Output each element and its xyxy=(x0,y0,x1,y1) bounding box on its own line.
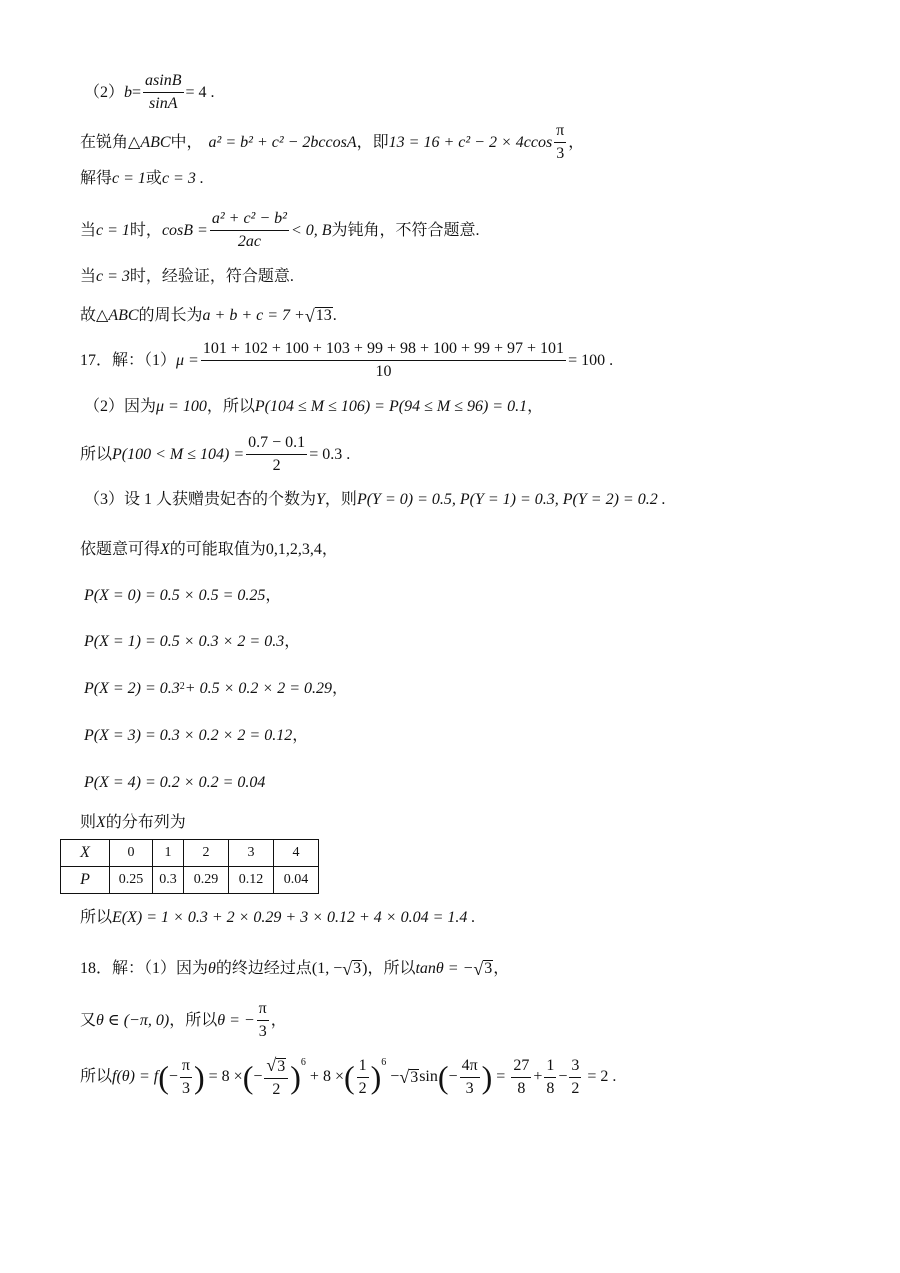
radicand: 3 xyxy=(277,1057,286,1075)
minus: − xyxy=(448,1068,458,1086)
table-cell: 0.12 xyxy=(229,867,274,894)
equation: c = 3 . xyxy=(161,170,204,187)
radicand: 3 xyxy=(410,1068,419,1086)
equation: θ = − xyxy=(217,1011,255,1029)
equation: μ = 100 xyxy=(156,398,207,415)
fraction-denominator: 8 xyxy=(517,1079,526,1097)
equation: P(X = 3) = 0.3 × 0.2 × 2 = 0.12 xyxy=(84,727,293,744)
line-case-c1 xyxy=(80,210,480,252)
line-case-c3 xyxy=(80,269,294,285)
point: ) xyxy=(362,960,368,977)
line-17-2b xyxy=(80,434,350,476)
fraction-denominator: 2ac xyxy=(237,233,261,251)
plus: + xyxy=(533,1068,543,1086)
line-expectation xyxy=(80,910,475,926)
line-dist-label xyxy=(80,815,186,831)
table-header-cell: X xyxy=(61,840,110,867)
table-header-cell: 4 xyxy=(274,840,319,867)
punct: ， xyxy=(527,398,544,415)
sqrt xyxy=(473,960,493,978)
sin: sin xyxy=(419,1068,438,1086)
minus: − xyxy=(390,1068,400,1086)
fraction xyxy=(257,1000,269,1042)
punct: ， xyxy=(284,633,301,650)
text: ，即 xyxy=(356,133,389,151)
equation: = 8 × xyxy=(208,1068,243,1086)
radicand: 3 xyxy=(353,960,362,978)
text: 时， xyxy=(129,221,162,239)
equation: 0,1,2,3,4 xyxy=(265,541,322,558)
table-header-cell: 2 xyxy=(184,840,229,867)
equation: a² = b² + c² − 2bccosA xyxy=(208,133,357,151)
triangle-name: ABC xyxy=(140,133,171,151)
table-header-cell: 0 xyxy=(110,840,153,867)
line-17-values xyxy=(80,542,338,558)
text: 所以 xyxy=(80,909,113,926)
text: 所以 xyxy=(80,445,113,463)
var: X xyxy=(96,814,106,831)
radical-icon: √ xyxy=(266,1055,277,1075)
text: 依题意可得 xyxy=(80,541,161,558)
equation: μ = xyxy=(176,351,199,369)
text: ，所以 xyxy=(206,398,255,415)
text: 18．解：（1）因为 xyxy=(80,960,209,977)
equation: E(X) = 1 × 0.3 + 2 × 0.29 + 3 × 0.12 + 4 × 0.04 = 1.4 . xyxy=(112,909,476,926)
table-header-cell: 3 xyxy=(229,840,274,867)
minus: − xyxy=(253,1068,263,1086)
fraction-numerator: 4π xyxy=(460,1057,480,1078)
equation: + 8 × xyxy=(309,1068,344,1086)
text: 当 xyxy=(80,221,97,239)
equals: = xyxy=(132,83,142,101)
table-cell: 0.29 xyxy=(184,867,229,894)
text: 中， xyxy=(170,133,203,151)
fraction-numerator: asinB xyxy=(143,72,183,93)
fraction-denominator: 3 xyxy=(556,145,565,163)
radical-icon: √ xyxy=(342,959,353,979)
equation: 13 = 16 + c² − 2 × 4ccos xyxy=(388,133,553,151)
line-cosine-law xyxy=(80,122,584,164)
var: θ xyxy=(208,960,216,977)
minus: − xyxy=(558,1068,568,1086)
fraction-denominator: 3 xyxy=(258,1023,267,1041)
line-perimeter xyxy=(80,307,337,325)
fraction-numerator: π xyxy=(554,122,566,143)
sqrt xyxy=(305,307,333,325)
equation: θ ∈ (−π, 0) xyxy=(96,1011,170,1029)
line-18-theta xyxy=(80,1000,287,1042)
sqrt xyxy=(342,960,362,978)
punct: ， xyxy=(331,680,348,697)
fraction-denominator: sinA xyxy=(149,95,178,113)
result: = 0.3 . xyxy=(309,445,351,463)
line-18-f xyxy=(80,1055,616,1100)
text: 时，经验证，符合题意. xyxy=(129,268,294,285)
fraction-denominator: 2 xyxy=(358,1079,367,1097)
equals: = xyxy=(496,1068,506,1086)
sqrt xyxy=(266,1055,286,1076)
result: = 2 . xyxy=(587,1068,617,1086)
table-cell: 0.25 xyxy=(110,867,153,894)
line-px2 xyxy=(84,681,348,697)
fraction-numerator: 3 xyxy=(569,1057,581,1078)
table-header-cell: 1 xyxy=(153,840,184,867)
radicand: 3 xyxy=(484,960,493,978)
sqrt xyxy=(399,1068,419,1086)
paren: ( xyxy=(437,1058,449,1095)
fraction-denominator: 2 xyxy=(571,1079,580,1097)
var-b: b xyxy=(124,83,133,101)
punct: ， xyxy=(568,133,585,151)
line-17-2 xyxy=(84,399,543,415)
fraction xyxy=(569,1057,581,1099)
point: (1, − xyxy=(311,960,343,977)
fraction xyxy=(357,1057,369,1099)
text: ，所以 xyxy=(367,960,416,977)
text: （2）因为 xyxy=(84,398,157,415)
fraction xyxy=(264,1055,288,1100)
paren: ( xyxy=(343,1058,355,1095)
superscript: 2 xyxy=(179,681,185,692)
line-17-3 xyxy=(84,492,666,508)
line-16-2 xyxy=(84,72,215,114)
superscript: 6 xyxy=(300,1057,306,1069)
fraction xyxy=(544,1057,556,1099)
equation: tanθ = − xyxy=(415,960,474,977)
fraction-numerator: 1 xyxy=(544,1057,556,1078)
fraction-numerator xyxy=(264,1055,288,1079)
text: ，则 xyxy=(324,491,357,508)
fraction-denominator: 8 xyxy=(546,1079,555,1097)
equation: + 0.5 × 0.2 × 2 = 0.29 xyxy=(184,680,332,697)
punct: ， xyxy=(265,587,282,604)
text: 故△ xyxy=(80,307,109,324)
equation: c = 1 xyxy=(112,170,146,187)
equation: c = 3 xyxy=(96,268,130,285)
equation: P(X = 0) = 0.5 × 0.5 = 0.25 xyxy=(84,587,266,604)
fraction xyxy=(180,1057,192,1099)
punct: . xyxy=(332,307,337,324)
table-row xyxy=(61,840,319,867)
fraction xyxy=(554,122,566,164)
fraction-numerator: 27 xyxy=(511,1057,531,1078)
text: 或 xyxy=(145,170,162,187)
fraction-denominator: 2 xyxy=(272,457,281,475)
equation: c = 1 xyxy=(96,221,130,239)
fraction xyxy=(143,72,183,114)
fraction xyxy=(246,434,307,476)
fraction-denominator: 3 xyxy=(465,1079,474,1097)
table-cell: 0.04 xyxy=(274,867,319,894)
punct: ， xyxy=(321,541,338,558)
label: （2） xyxy=(84,83,125,101)
text: ，所以 xyxy=(169,1011,218,1029)
text: 的分布列为 xyxy=(105,814,186,831)
line-18-1 xyxy=(80,960,509,978)
fraction xyxy=(201,340,566,382)
fraction-numerator: π xyxy=(257,1000,269,1021)
radical-icon: √ xyxy=(473,959,484,979)
fraction-numerator: 1 xyxy=(357,1057,369,1078)
equation: cosB = xyxy=(161,221,208,239)
paren: ( xyxy=(158,1058,169,1095)
fraction xyxy=(460,1057,480,1099)
fraction-denominator: 10 xyxy=(375,363,392,381)
superscript: 6 xyxy=(381,1057,387,1069)
text: 解得 xyxy=(80,170,113,187)
radical-icon: √ xyxy=(304,306,315,326)
text: 的周长为 xyxy=(138,307,203,324)
text: 的可能取值为 xyxy=(169,541,266,558)
table-cell: 0.3 xyxy=(153,867,184,894)
table-cell: P xyxy=(61,867,110,894)
text: 又 xyxy=(80,1011,97,1029)
equation: P(Y = 0) = 0.5, P(Y = 1) = 0.3, P(Y = 2) = 0.2 . xyxy=(356,491,666,508)
line-px4 xyxy=(84,775,265,791)
table-row xyxy=(61,867,319,894)
triangle-name: ABC xyxy=(108,307,139,324)
line-px1 xyxy=(84,634,300,650)
line-17-1 xyxy=(80,340,613,382)
paren: ( xyxy=(242,1058,254,1095)
equation: P(104 ≤ M ≤ 106) = P(94 ≤ M ≤ 96) = 0.1 xyxy=(254,398,528,415)
fraction xyxy=(511,1057,531,1099)
text: 当 xyxy=(80,268,97,285)
equation: P(100 < M ≤ 104) = xyxy=(112,445,245,463)
equation: a + b + c = 7 + xyxy=(202,307,305,324)
equation: P(X = 4) = 0.2 × 0.2 = 0.04 xyxy=(84,774,266,791)
text: 为钝角，不符合题意. xyxy=(331,221,480,239)
fraction-denominator: 2 xyxy=(272,1081,281,1099)
radical-icon: √ xyxy=(399,1067,410,1088)
paren: ) xyxy=(370,1058,382,1095)
radicand: 13 xyxy=(315,307,332,325)
text: 所以 xyxy=(80,1068,113,1086)
fraction-numerator: 0.7 − 0.1 xyxy=(246,434,307,455)
minus: − xyxy=(168,1068,178,1086)
text: 则 xyxy=(80,814,97,831)
result: = 4 . xyxy=(185,83,215,101)
equation: P(X = 1) = 0.5 × 0.3 × 2 = 0.3 xyxy=(84,633,285,650)
fraction-numerator: π xyxy=(180,1057,192,1078)
fraction-numerator: a² + c² − b² xyxy=(210,210,289,231)
equation: < 0, B xyxy=(290,221,332,239)
paren: ) xyxy=(193,1058,205,1095)
fraction-numerator: 101 + 102 + 100 + 103 + 99 + 98 + 100 + 99 + 97 + 101 xyxy=(201,340,566,361)
line-px3 xyxy=(84,728,308,744)
punct: ， xyxy=(493,960,510,977)
paren: ) xyxy=(290,1058,301,1095)
line-solve-c xyxy=(80,171,204,187)
equation: f(θ) = f xyxy=(112,1068,159,1086)
result: = 100 . xyxy=(568,351,614,369)
var: X xyxy=(160,541,170,558)
text: 的终边经过点 xyxy=(215,960,312,977)
var: Y xyxy=(316,491,325,508)
fraction xyxy=(210,210,289,252)
text: （3）设 1 人获赠贵妃杏的个数为 xyxy=(84,491,317,508)
distribution-table xyxy=(60,839,319,894)
punct: ， xyxy=(270,1011,287,1029)
line-px0 xyxy=(84,588,281,604)
equation: P(X = 2) = 0.3 xyxy=(84,680,180,697)
paren: ) xyxy=(481,1058,493,1095)
punct: ， xyxy=(292,727,309,744)
fraction-denominator: 3 xyxy=(181,1079,190,1097)
text: 在锐角△ xyxy=(80,133,141,151)
text: 17．解：（1） xyxy=(80,351,177,369)
